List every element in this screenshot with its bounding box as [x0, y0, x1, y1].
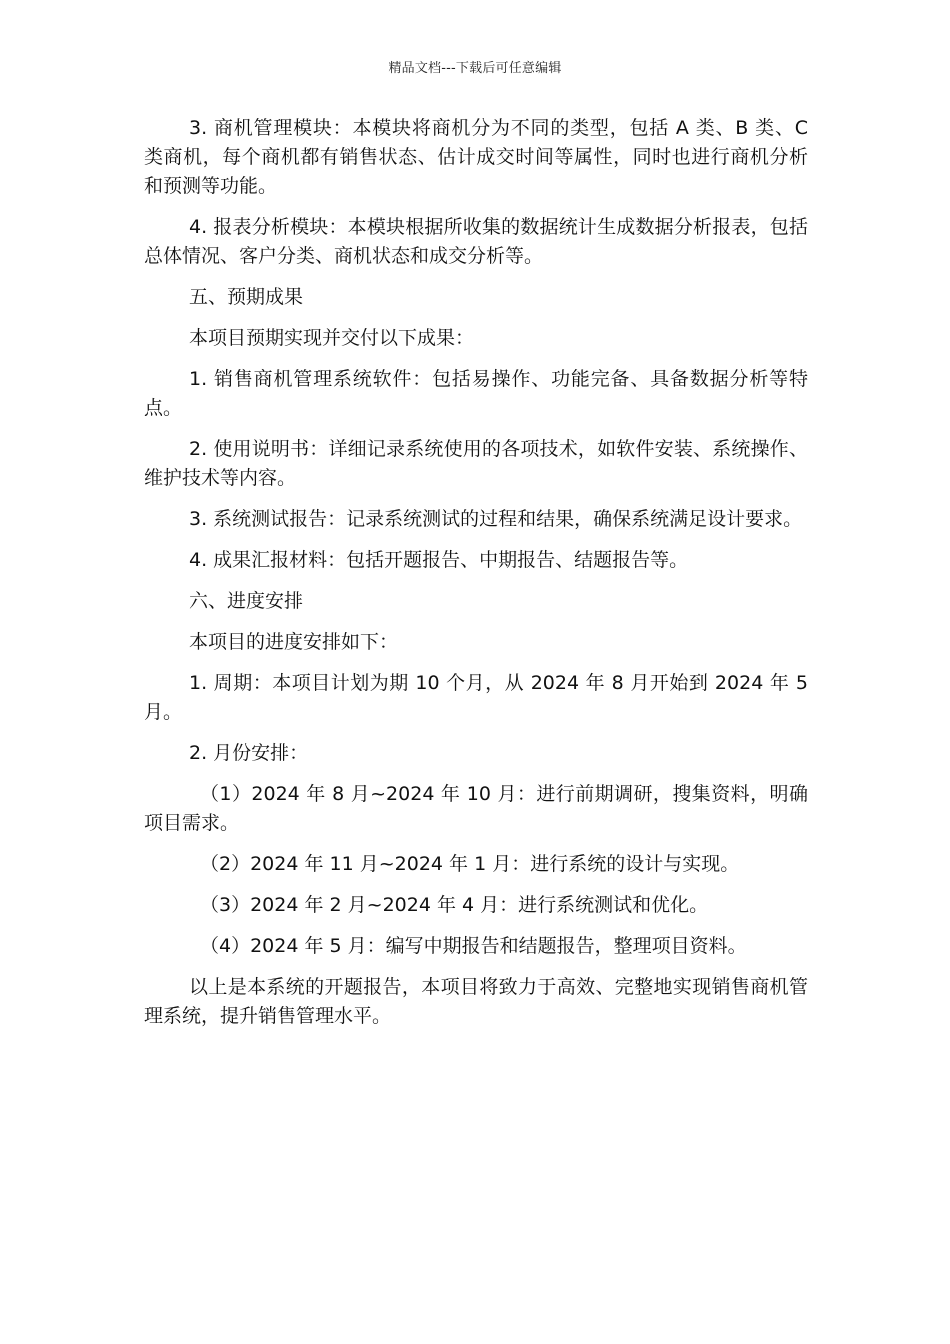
paragraph-results-intro: 本项目预期实现并交付以下成果： [189, 327, 475, 349]
paragraph-report-module: 4. 报表分析模块：本模块根据所收集的数据统计生成数据分析报表，包括总体情况、客户分类、商机状态和成交分析等。 [144, 216, 808, 267]
document-body [144, 114, 808, 1043]
list-item-manual: 2. 使用说明书：详细记录系统使用的各项技术，如软件安装、系统操作、维护技术等内容。 [144, 438, 808, 489]
list-item-monthly-plan: 2. 月份安排： [189, 742, 309, 764]
paragraph-opportunity-module: 3. 商机管理模块：本模块将商机分为不同的类型，包括 A 类、B 类、C 类商机，每个商机都有销售状态、估计成交时间等属性，同时也进行商机分析和预测等功能。 [144, 117, 808, 197]
section-heading-schedule: 六、进度安排 [189, 590, 304, 612]
paragraph-schedule-intro: 本项目的进度安排如下： [189, 631, 399, 653]
list-item-period: 1. 周期：本项目计划为期 10 个月，从 2024 年 8 月开始到 2024 年 5 月。 [144, 672, 808, 723]
schedule-item-4: （4）2024 年 5 月：编写中期报告和结题报告，整理项目资料。 [200, 935, 747, 957]
schedule-item-1: （1）2024 年 8 月~2024 年 10 月：进行前期调研，搜集资料，明确项目需求。 [144, 783, 808, 834]
list-item-report-materials: 4. 成果汇报材料：包括开题报告、中期报告、结题报告等。 [189, 549, 689, 571]
list-item-software: 1. 销售商机管理系统软件：包括易操作、功能完备、具备数据分析等特点。 [144, 368, 808, 419]
schedule-item-3: （3）2024 年 2 月~2024 年 4 月：进行系统测试和优化。 [200, 894, 709, 916]
paragraph-conclusion: 以上是本系统的开题报告，本项目将致力于高效、完整地实现销售商机管理系统，提升销售管理水平。 [144, 976, 808, 1027]
list-item-test-report: 3. 系统测试报告：记录系统测试的过程和结果，确保系统满足设计要求。 [189, 508, 803, 530]
schedule-item-2: （2）2024 年 11 月~2024 年 1 月：进行系统的设计与实现。 [200, 853, 740, 875]
page-header: 精品文档---下载后可任意编辑 [388, 61, 562, 76]
section-heading-expected-results: 五、预期成果 [189, 286, 304, 308]
